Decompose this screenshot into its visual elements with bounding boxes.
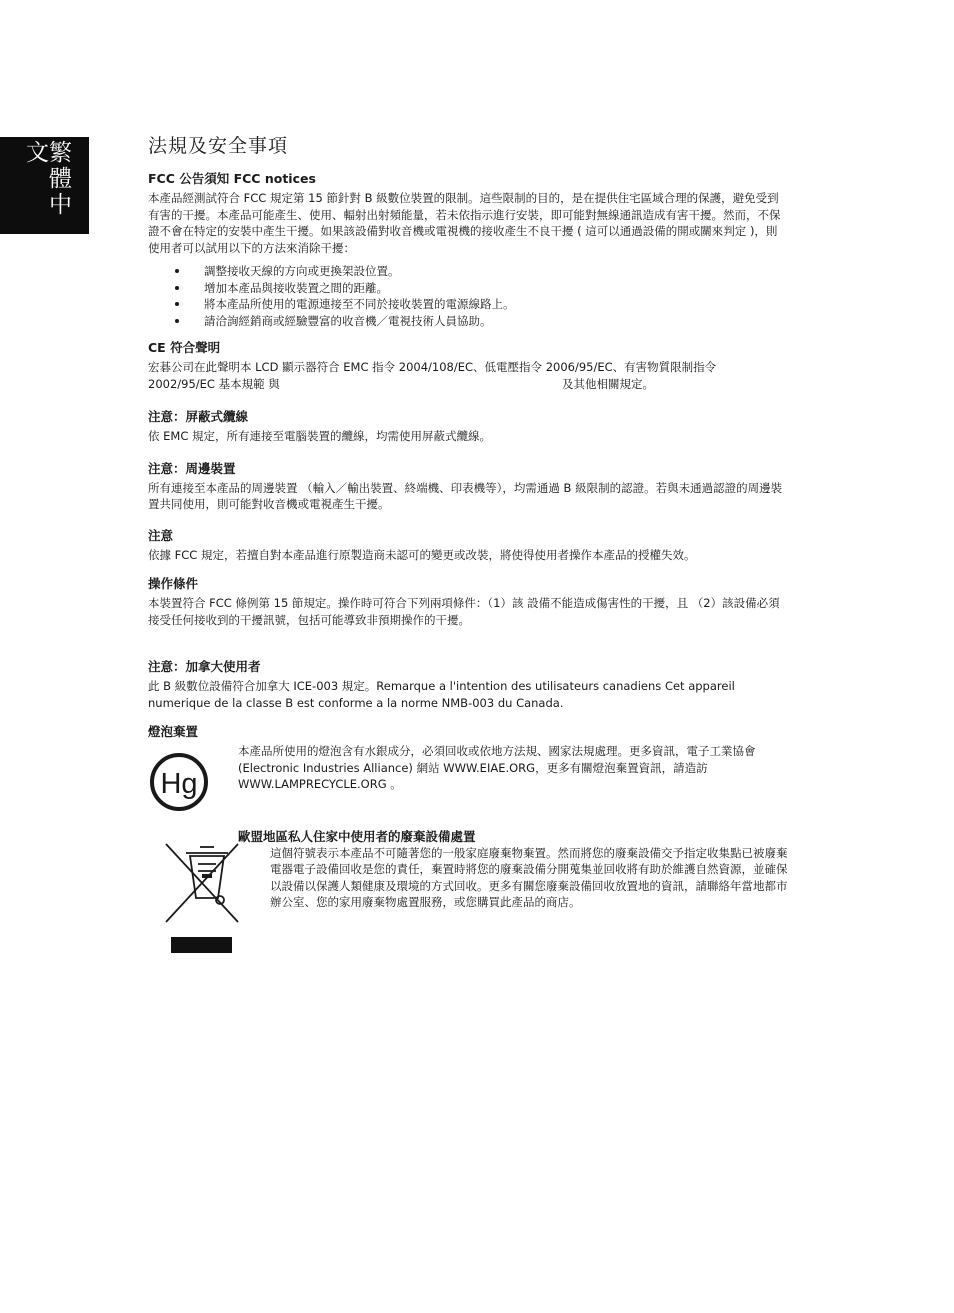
operation-text: 本裝置符合 FCC 條例第 15 節規定。操作時可符合下列兩項條件：（1）該 設備不能造成傷害性的干擾，且 （2）該設備必須接受任何接收到的干擾訊號，包括可能導致非預期操作的干擾。 xyxy=(148,596,780,627)
lamp-heading: 燈泡棄置 xyxy=(148,724,199,739)
peripheral-section xyxy=(148,460,788,513)
fcc-paragraph: 本產品經測試符合 FCC 規定第 15 節針對 B 級數位裝置的限制。這些限制的目的，是在提供住宅區域合理的保護，避免受到有害的干擾。本產品可能產生、使用、輻射出射頻能量，若未依指示進行安裝，即可能對無線通訊造成有害干擾。然而，不保證不會在特定的安裝中產生干擾。如果該設備對收音機或電視機的接收產生不良干擾 ( 這可以通過設備的開或關來判定 )，則使用者可以試用以下的方法來消除干擾： xyxy=(148,191,781,255)
caution-text: 依據 FCC 規定，若擅自對本產品進行原製造商未認可的變更或改裝，將使得使用者操作本產品的授權失效。 xyxy=(148,547,696,562)
ce-heading: CE 符合聲明 xyxy=(148,340,221,355)
fcc-heading: FCC 公告須知 FCC notices xyxy=(148,171,316,186)
lamp-section xyxy=(148,723,788,818)
crossed-out-wheelie-bin-icon xyxy=(158,838,248,938)
canada-section xyxy=(148,658,788,711)
fcc-section xyxy=(148,170,788,329)
list-item: 將本產品所使用的電源連接至不同於接收裝置的電源線路上。 xyxy=(148,296,788,313)
canada-text: 此 B 級數位設備符合加拿大 ICE-003 規定。Remarque a l'intention des utilisateurs canadiens Cet appareil numerique de la classe B est conforme a la norme NMB-003 du Canada. xyxy=(148,679,735,710)
ce-section xyxy=(148,339,788,392)
weee-text: 這個符號表示本產品不可隨著您的一般家庭廢棄物棄置。然而將您的廢棄設備交予指定收集點已被廢棄電器電子設備回收是您的責任，棄置時將您的廢棄設備分開蒐集並回收將有助於維護自然資源，並確保以設備以保護人類健康及環境的方式回收。更多有關您廢棄設備回收放置地的資訊，請聯絡年當地都市辦公室、您的家用廢棄物處置服務，或您購買此產品的商店。 xyxy=(270,845,788,909)
caution-heading: 注意 xyxy=(148,527,174,543)
operation-section xyxy=(148,575,788,628)
regulatory-content xyxy=(148,133,788,911)
list-item: 調整接收天線的方向或更換架設位置。 xyxy=(148,263,788,280)
language-tab-label: 繁體中文 xyxy=(22,140,71,218)
shielded-cable-section xyxy=(148,408,788,445)
peripheral-text: 所有連接至本產品的周邊裝置 （輸入／輸出裝置、終端機、印表機等），均需通過 B 級限制的認證。若與未通過認證的周邊裝置共同使用，則可能對收音機或電視產生干擾。 xyxy=(148,480,783,511)
list-item: 請洽詢經銷商或經驗豐富的收音機／電視技術人員協助。 xyxy=(148,313,788,330)
caution-section xyxy=(148,527,788,564)
ce-line-2-tail: 及其他相關規定。 xyxy=(562,376,654,391)
shielded-text: 依 EMC 規定，所有連接至電腦裝置的纜線，均需使用屏蔽式纜線。 xyxy=(148,429,492,443)
hg-icon-label: Hg xyxy=(160,768,198,800)
shielded-heading: 注意：屏蔽式纜線 xyxy=(148,409,249,424)
hg-mercury-icon xyxy=(148,751,210,813)
ce-line-2-head: 2002/95/EC 基本規範 與 xyxy=(148,376,280,391)
weee-heading: 歐盟地區私人住家中使用者的廢棄設備處置 xyxy=(238,828,476,844)
page-title: 法規及安全事項 xyxy=(148,135,289,157)
weee-black-bar xyxy=(171,937,232,953)
fcc-bullet-list xyxy=(148,263,788,329)
language-side-tab xyxy=(0,137,89,234)
operation-heading: 操作條件 xyxy=(148,576,199,591)
canada-heading: 注意：加拿大使用者 xyxy=(148,659,261,674)
ce-line-1: 宏碁公司在此聲明本 LCD 顯示器符合 EMC 指令 2004/108/EC、低電壓指令 2006/95/EC、有害物質限制指令 xyxy=(148,360,717,374)
list-item: 增加本產品與接收裝置之間的距離。 xyxy=(148,280,788,297)
peripheral-heading: 注意：周邊裝置 xyxy=(148,460,236,476)
ce-line-2 xyxy=(148,376,788,393)
lamp-text: 本產品所使用的燈泡含有水銀成分，必須回收或依地方法規、國家法規處理。更多資訊，電子工業協會 (Electronic Industries Alliance) 網站 WWW.EIAE.ORG，更多有關燈泡棄置資訊，請造訪 WWW.LAMPRECYCLE.ORG 。 xyxy=(238,744,756,791)
weee-section xyxy=(148,828,788,911)
